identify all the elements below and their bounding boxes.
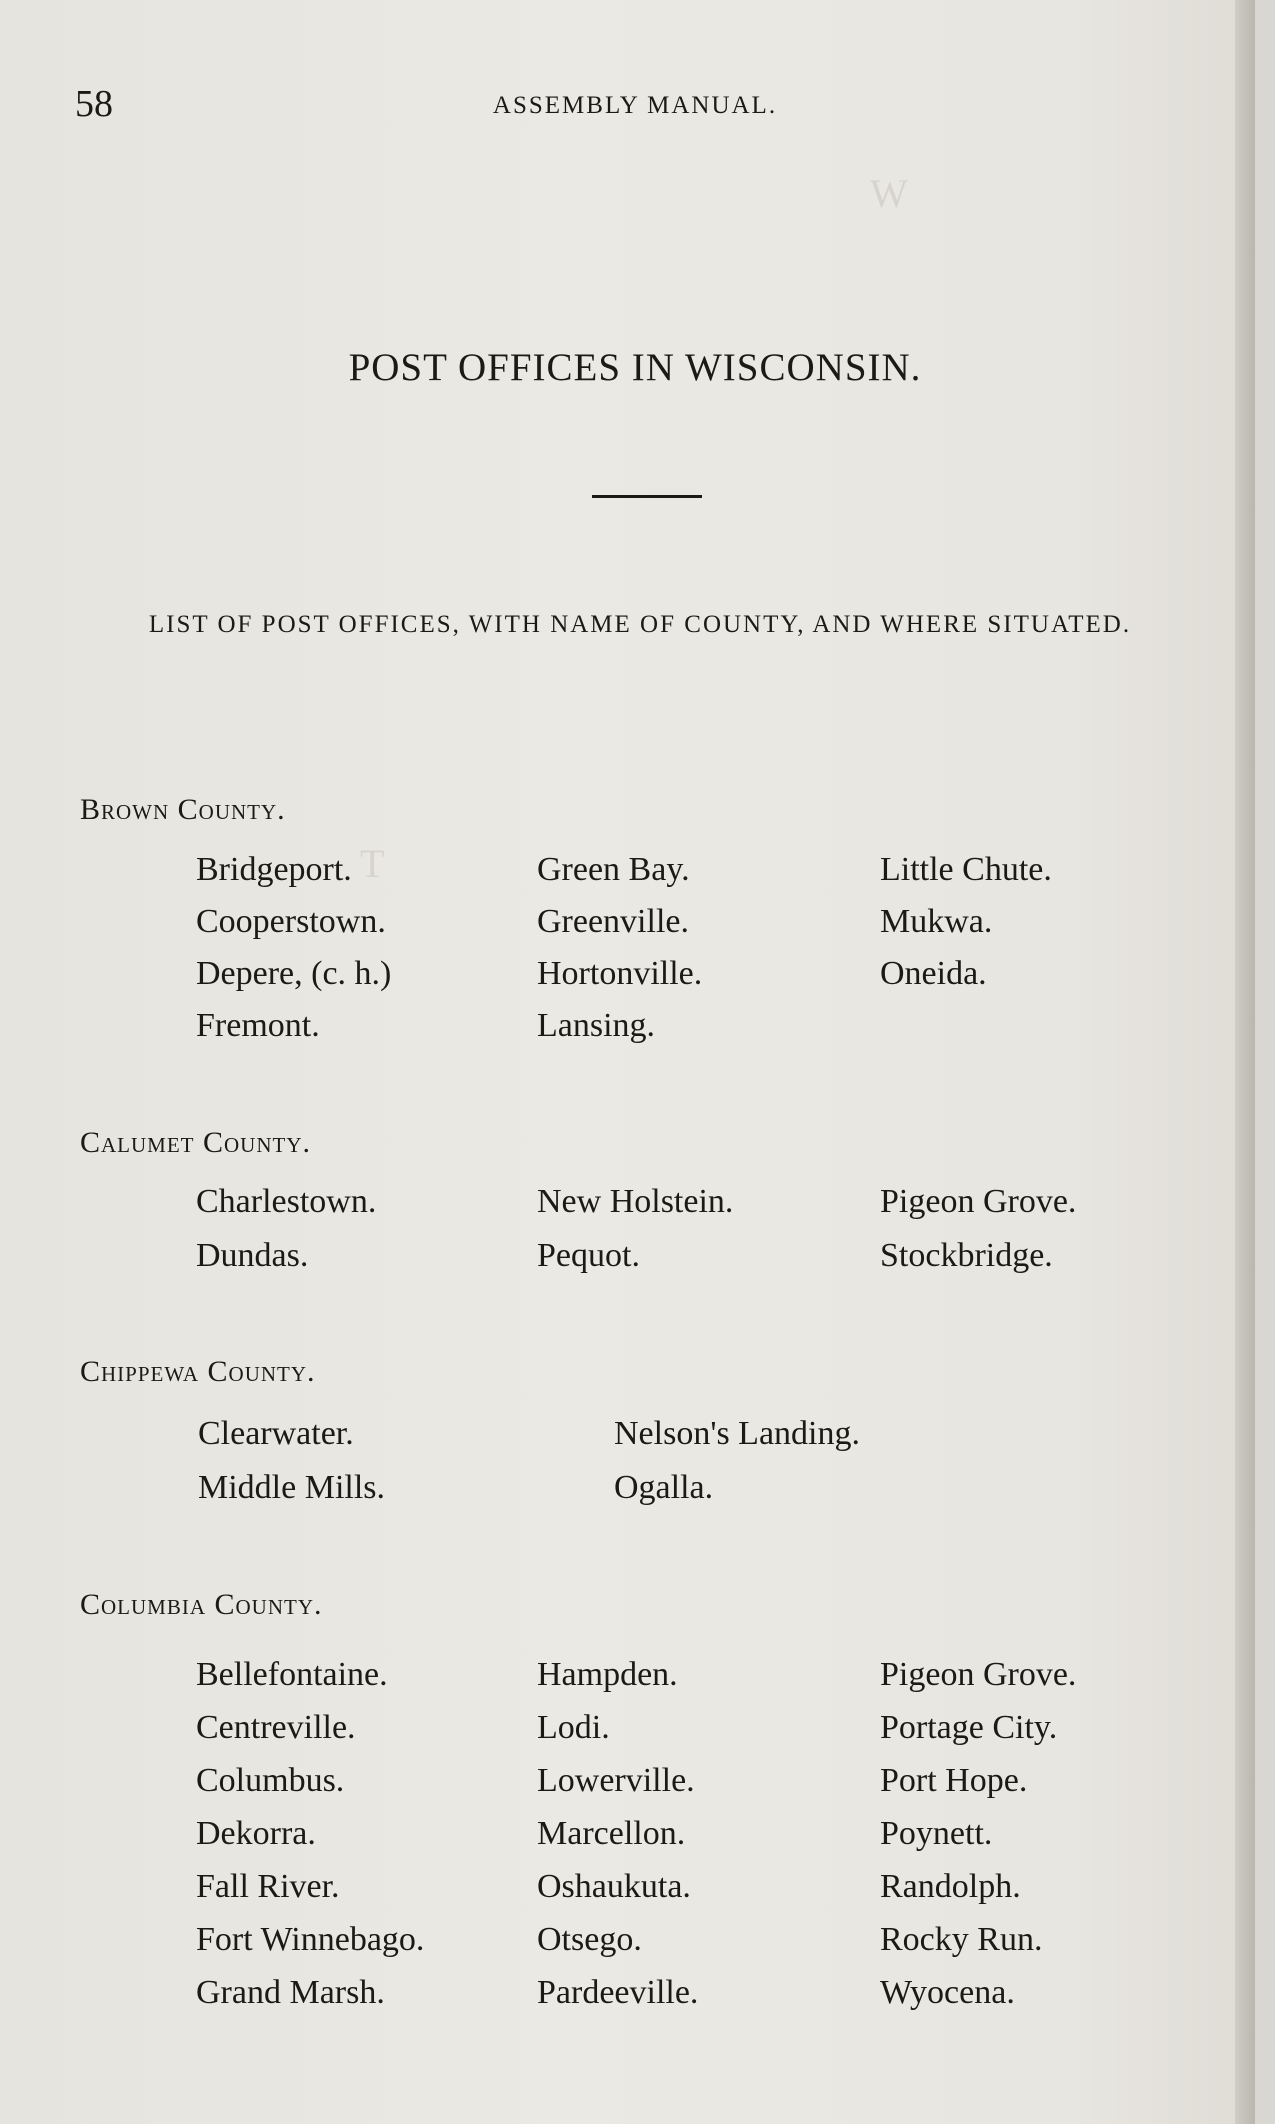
post-office-entry: Portage City.	[880, 1709, 1058, 1746]
post-office-entry: Cooperstown.	[196, 903, 386, 940]
county-heading: Calumet County.	[80, 1126, 311, 1159]
post-office-entry: Hortonville.	[537, 955, 703, 992]
post-office-entry: New Holstein.	[537, 1183, 734, 1220]
post-office-entry: Dekorra.	[196, 1815, 316, 1852]
post-office-entry: Fremont.	[196, 1007, 320, 1044]
post-office-entry: Mukwa.	[880, 903, 993, 940]
post-office-entry: Wyocena.	[880, 1974, 1015, 2011]
post-office-entry: Lodi.	[537, 1709, 610, 1746]
page-title: POST OFFICES IN WISCONSIN.	[348, 346, 922, 389]
post-office-entry: Green Bay.	[537, 851, 690, 888]
title-rule	[592, 495, 702, 498]
county-heading: Columbia County.	[80, 1588, 323, 1621]
post-office-entry: Centreville.	[196, 1709, 356, 1746]
post-office-entry: Poynett.	[880, 1815, 993, 1852]
post-office-entry: Stockbridge.	[880, 1237, 1053, 1274]
page-edge	[1235, 0, 1255, 2124]
post-office-entry: Middle Mills.	[198, 1469, 386, 1506]
post-office-entry: Rocky Run.	[880, 1921, 1043, 1958]
post-office-entry: Marcellon.	[537, 1815, 686, 1852]
post-office-entry: Port Hope.	[880, 1762, 1028, 1799]
post-office-entry: Grand Marsh.	[196, 1974, 385, 2011]
post-office-entry: Columbus.	[196, 1762, 345, 1799]
post-office-entry: Depere, (c. h.)	[196, 955, 392, 992]
post-office-entry: Charlestown.	[196, 1183, 377, 1220]
post-office-entry: Pigeon Grove.	[880, 1656, 1077, 1693]
post-office-entry: Fall River.	[196, 1868, 340, 1905]
post-office-entry: Hampden.	[537, 1656, 678, 1693]
post-office-entry: Dundas.	[196, 1237, 309, 1274]
post-office-entry: Lansing.	[537, 1007, 656, 1044]
post-office-entry: Otsego.	[537, 1921, 642, 1958]
post-office-entry: Fort Winnebago.	[196, 1921, 425, 1958]
post-office-entry: Oshaukuta.	[537, 1868, 691, 1905]
post-office-entry: Nelson's Landing.	[614, 1415, 860, 1452]
post-office-entry: Pequot.	[537, 1237, 640, 1274]
page-number: 58	[75, 83, 113, 125]
post-office-entry: Bellefontaine.	[196, 1656, 388, 1693]
county-heading: Chippewa County.	[80, 1355, 316, 1388]
show-through-text: W	[870, 171, 908, 216]
county-heading: Brown County.	[80, 793, 286, 826]
post-office-entry: Pardeeville.	[537, 1974, 699, 2011]
post-office-entry: Lowerville.	[537, 1762, 695, 1799]
post-office-entry: Bridgeport.	[196, 851, 352, 888]
running-head: ASSEMBLY MANUAL.	[492, 92, 778, 119]
post-office-entry: Little Chute.	[880, 851, 1052, 888]
show-through-text: T	[360, 841, 385, 886]
post-office-entry: Randolph.	[880, 1868, 1021, 1905]
post-office-entry: Oneida.	[880, 955, 987, 992]
post-office-entry: Pigeon Grove.	[880, 1183, 1077, 1220]
post-office-entry: Greenville.	[537, 903, 689, 940]
list-subtitle: LIST OF POST OFFICES, WITH NAME OF COUNTY, AND WHERE SITUATED.	[148, 611, 1132, 638]
post-office-entry: Clearwater.	[198, 1415, 354, 1452]
post-office-entry: Ogalla.	[614, 1469, 714, 1506]
